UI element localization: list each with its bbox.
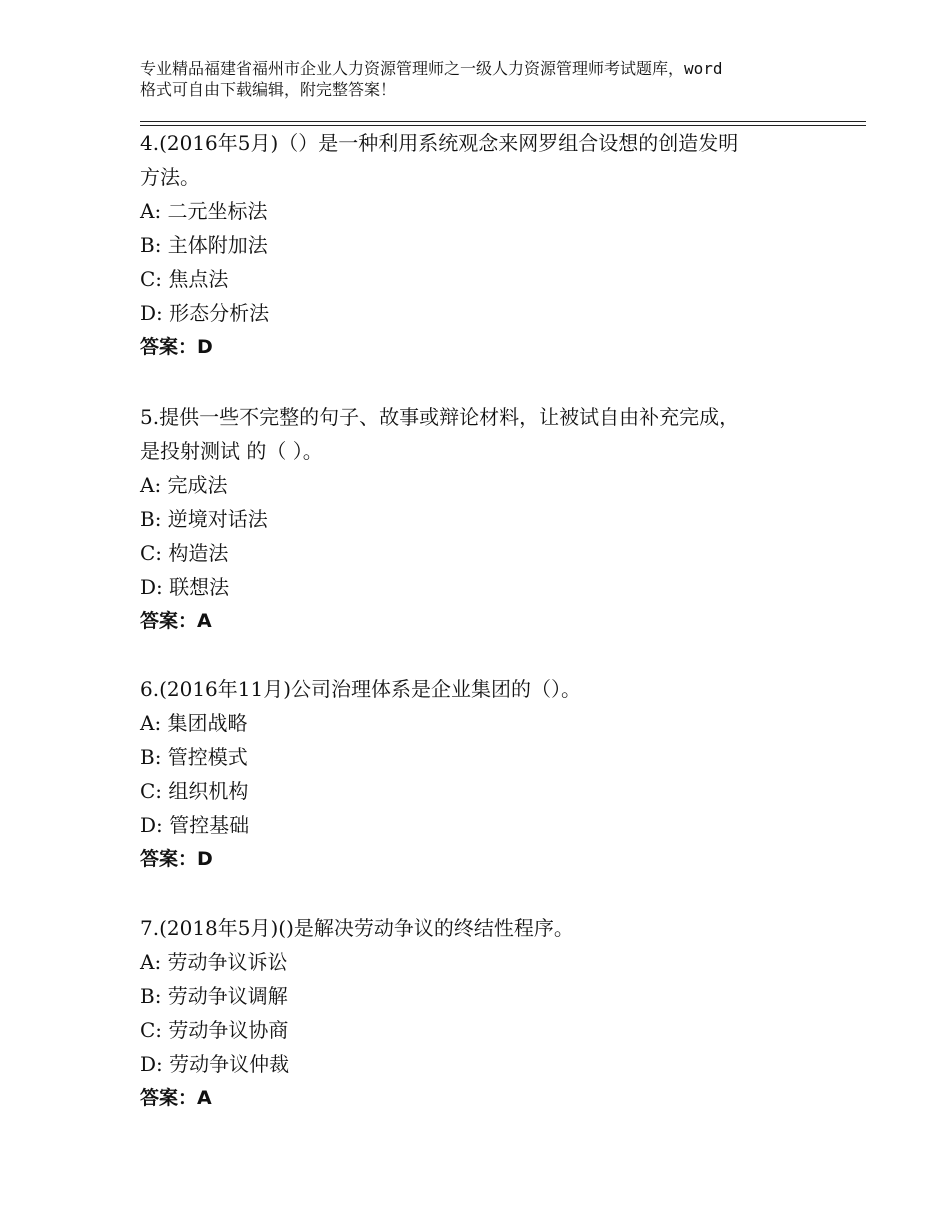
- question-stem-line-1: 4.(2016年5月)（）是一种利用系统观念来网罗组合设想的创造发明: [140, 131, 739, 155]
- option-a: A: 劳动争议诉讼: [140, 950, 288, 974]
- option-c: C: 劳动争议协商: [140, 1018, 289, 1042]
- question-stem-line-1: 6.(2016年11月)公司治理体系是企业集团的（）。: [140, 677, 582, 701]
- option-c: C: 焦点法: [140, 267, 229, 291]
- question-stem: [140, 126, 820, 194]
- header-rule-top: [140, 121, 866, 122]
- question-stem: [140, 672, 820, 706]
- question-5: [140, 400, 820, 638]
- header-title-line-2: 格式可自由下载编辑，附完整答案！: [140, 80, 397, 99]
- header-title-line-1: 专业精品福建省福州市企业人力资源管理师之一级人力资源管理师考试题库，word: [140, 59, 723, 78]
- answer-label: 答案：A: [140, 610, 212, 632]
- answer-label: 答案：D: [140, 848, 213, 870]
- option-a: A: 集团战略: [140, 711, 248, 735]
- option-a: A: 完成法: [140, 473, 228, 497]
- document-header: [140, 58, 840, 100]
- question-stem-line-2: 是投射测试 的（ ）。: [140, 439, 323, 463]
- question-4: [140, 126, 820, 364]
- question-stem-line-2: 方法。: [140, 165, 200, 189]
- question-stem: [140, 400, 820, 468]
- option-c: C: 组织机构: [140, 779, 249, 803]
- answer-label: 答案：D: [140, 336, 213, 358]
- question-stem: [140, 911, 820, 945]
- option-b: B: 逆境对话法: [140, 507, 268, 531]
- option-d: D: 管控基础: [140, 813, 250, 837]
- option-d: D: 形态分析法: [140, 301, 270, 325]
- option-d: D: 联想法: [140, 575, 230, 599]
- question-stem-line-1: 5.提供一些不完整的句子、故事或辩论材料，让被试自由补充完成，: [140, 405, 740, 429]
- option-c: C: 构造法: [140, 541, 229, 565]
- option-d: D: 劳动争议仲裁: [140, 1052, 290, 1076]
- option-b: B: 管控模式: [140, 745, 248, 769]
- question-7: [140, 911, 820, 1115]
- option-b: B: 劳动争议调解: [140, 984, 288, 1008]
- question-6: [140, 672, 820, 876]
- option-b: B: 主体附加法: [140, 233, 268, 257]
- question-stem-line-1: 7.(2018年5月)()是解决劳动争议的终结性程序。: [140, 916, 574, 940]
- option-a: A: 二元坐标法: [140, 199, 268, 223]
- answer-label: 答案：A: [140, 1087, 212, 1109]
